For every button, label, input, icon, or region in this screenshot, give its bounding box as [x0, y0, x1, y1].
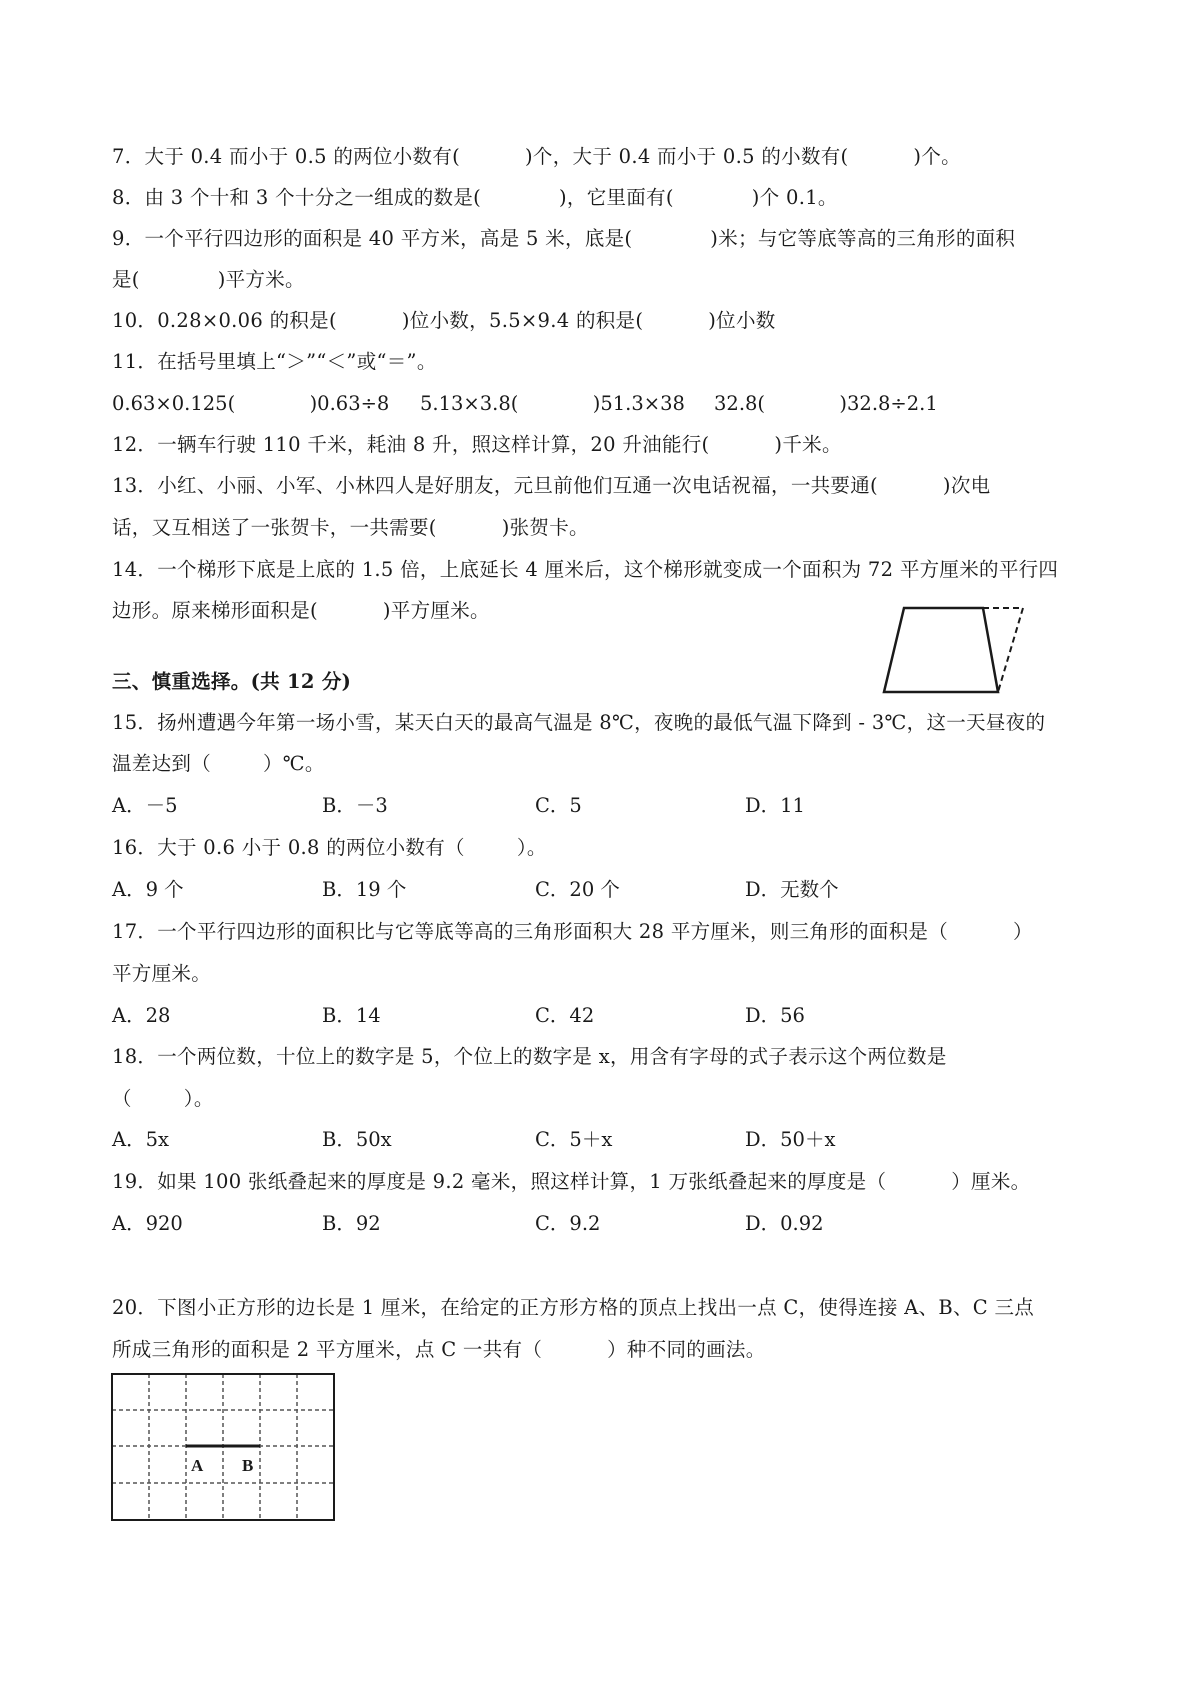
q18-option-d: D．50＋x [745, 1128, 836, 1151]
question-12: 12．一辆车行驶 110 千米，耗油 8 升，照这样计算，20 升油能行( )千米。 [112, 433, 842, 456]
q16-option-b: B．19 个 [322, 878, 407, 901]
q19-option-d: D．0.92 [745, 1212, 824, 1235]
q17-option-c: C．42 [535, 1004, 595, 1027]
question-13-line-1: 13．小红、小丽、小军、小林四人是好朋友，元旦前他们互通一次电话祝福，一共要通( )次电 [112, 474, 991, 497]
point-b-label: B [242, 1456, 254, 1475]
q18-option-a: A．5x [112, 1128, 169, 1151]
q18-option-c: C．5＋x [535, 1128, 613, 1151]
compare-c: 32.8( )32.8÷2.1 [714, 392, 938, 415]
q16-option-a: A．9 个 [112, 878, 184, 901]
q15-option-d: D．11 [745, 794, 805, 817]
q19-option-b: B．92 [322, 1212, 381, 1235]
question-9-line-2: 是( )平方米。 [112, 268, 305, 291]
question-9-line-1: 9．一个平行四边形的面积是 40 平方米，高是 5 米，底是( )米；与它等底等高的三角形的面积 [112, 227, 1016, 250]
q19-option-a: A．920 [112, 1212, 183, 1235]
question-20-line-1: 20．下图小正方形的边长是 1 厘米，在给定的正方形方格的顶点上找出一点 C，使得连接 A、B、C 三点 [112, 1296, 1035, 1319]
question-14-line-2: 边形。原来梯形面积是( )平方厘米。 [112, 599, 490, 622]
question-8: 8．由 3 个十和 3 个十分之一组成的数是( )，它里面有( )个 0.1。 [112, 186, 838, 209]
question-11: 11．在括号里填上“＞”“＜”或“＝”。 [112, 350, 437, 373]
question-18-line-2: （ ）。 [112, 1087, 214, 1110]
q15-option-c: C．5 [535, 794, 582, 817]
q15-option-b: B．－3 [322, 794, 388, 817]
q19-option-c: C．9.2 [535, 1212, 601, 1235]
square-grid-figure [108, 1370, 338, 1530]
q16-option-d: D．无数个 [745, 878, 839, 901]
question-20-line-2: 所成三角形的面积是 2 平方厘米，点 C 一共有（ ）种不同的画法。 [112, 1338, 766, 1361]
compare-a: 0.63×0.125( )0.63÷8 [112, 392, 390, 415]
question-15-line-1: 15．扬州遭遇今年第一场小雪，某天白天的最高气温是 8℃，夜晚的最低气温下降到 - 3℃，这一天昼夜的 [112, 711, 1046, 734]
q17-option-b: B．14 [322, 1004, 381, 1027]
q16-option-c: C．20 个 [535, 878, 620, 901]
trapezoid-shape [884, 608, 998, 692]
question-15-line-2: 温差达到（ ）℃。 [112, 752, 325, 775]
q15-option-a: A．－5 [112, 794, 178, 817]
question-13-line-2: 话，又互相送了一张贺卡，一共需要( )张贺卡。 [112, 516, 589, 539]
question-17-line-2: 平方厘米。 [112, 962, 212, 985]
section-3-title: 三、慎重选择。(共 12 分) [112, 670, 352, 693]
trapezoid-figure [880, 600, 1040, 700]
compare-b: 5.13×3.8( )51.3×38 [420, 392, 685, 415]
question-17-line-1: 17．一个平行四边形的面积比与它等底等高的三角形面积大 28 平方厘米，则三角形的面积是（ ） [112, 920, 1033, 943]
extension-dashed-side [998, 608, 1023, 692]
question-18-line-1: 18．一个两位数，十位上的数字是 5，个位上的数字是 x，用含有字母的式子表示这个两位数是 [112, 1045, 947, 1068]
q17-option-a: A．28 [112, 1004, 171, 1027]
question-14-line-1: 14．一个梯形下底是上底的 1.5 倍，上底延长 4 厘米后，这个梯形就变成一个面积为 72 平方厘米的平行四 [112, 558, 1059, 581]
q17-option-d: D．56 [745, 1004, 805, 1027]
question-7: 7．大于 0.4 而小于 0.5 的两位小数有( )个，大于 0.4 而小于 0.5 的小数有( )个。 [112, 145, 961, 168]
question-19: 19．如果 100 张纸叠起来的厚度是 9.2 毫米，照这样计算，1 万张纸叠起来的厚度是（ ）厘米。 [112, 1170, 1031, 1193]
question-10: 10．0.28×0.06 的积是( )位小数，5.5×9.4 的积是( )位小数 [112, 309, 776, 332]
question-16: 16．大于 0.6 小于 0.8 的两位小数有（ ）。 [112, 836, 547, 859]
q18-option-b: B．50x [322, 1128, 392, 1151]
point-a-label: A [191, 1456, 204, 1475]
